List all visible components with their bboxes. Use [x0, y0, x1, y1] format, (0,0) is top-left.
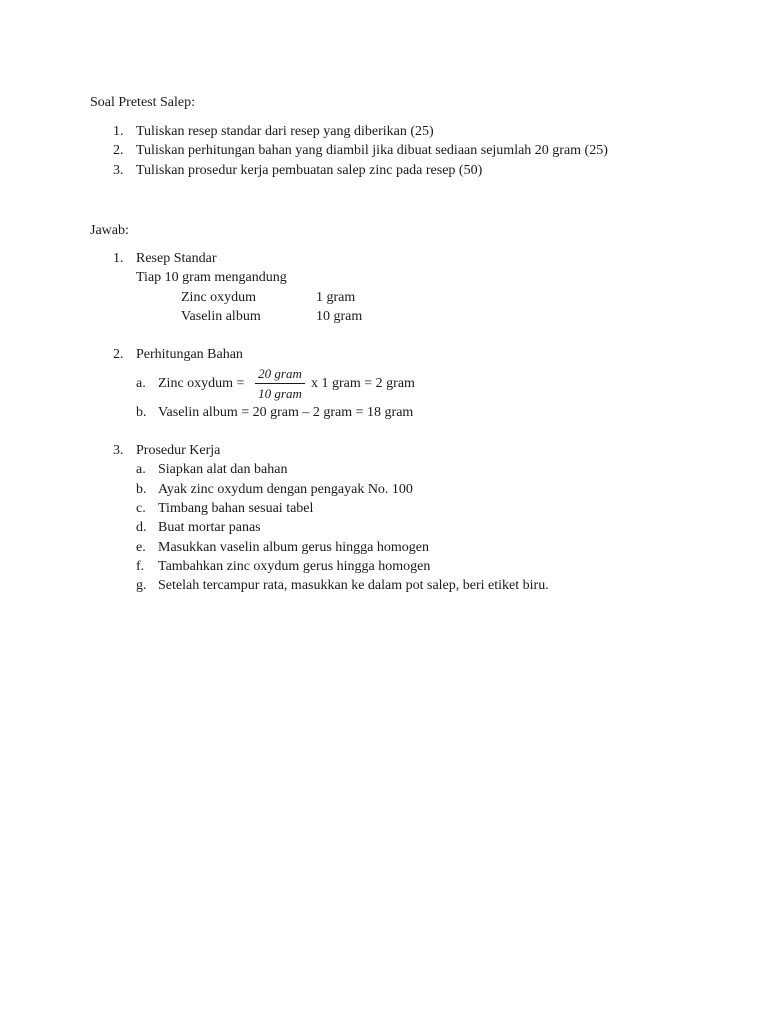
step-letter: c. [136, 501, 146, 516]
question-2-number: 2. [113, 143, 124, 158]
section3-title: Prosedur Kerja [136, 443, 221, 458]
section3-number: 3. [113, 443, 124, 458]
calc-b-text: Vaselin album = 20 gram – 2 gram = 18 gram [158, 405, 414, 420]
recipe-ingredient-amount: 1 gram [316, 290, 356, 305]
calc-a-lhs: Zinc oxydum = [158, 376, 245, 391]
calc-a-fraction [255, 365, 305, 402]
step-letter: b. [136, 482, 147, 497]
section2-number: 2. [113, 347, 124, 362]
section1-subtitle: Tiap 10 gram mengandung [136, 270, 287, 285]
step-text: Tambahkan zinc oxydum gerus hingga homogen [158, 559, 431, 574]
question-3-text: Tuliskan prosedur kerja pembuatan salep zinc pada resep (50) [136, 163, 483, 178]
fraction-bar [255, 383, 305, 384]
step-letter: d. [136, 520, 147, 535]
question-3-number: 3. [113, 163, 124, 178]
recipe-ingredient-name: Vaselin album [181, 309, 261, 324]
step-letter: e. [136, 540, 146, 555]
fraction-denominator: 10 gram [258, 386, 302, 401]
question-2-text: Tuliskan perhitungan bahan yang diambil jika dibuat sediaan sejumlah 20 gram (25) [136, 143, 608, 158]
section1-number: 1. [113, 251, 124, 266]
step-text: Buat mortar panas [158, 520, 261, 535]
fraction-numerator: 20 gram [258, 366, 302, 381]
step-text: Timbang bahan sesuai tabel [158, 501, 314, 516]
recipe-ingredient-name: Zinc oxydum [181, 290, 257, 305]
step-text: Ayak zinc oxydum dengan pengayak No. 100 [158, 482, 413, 497]
recipe-ingredient-amount: 10 gram [316, 309, 363, 324]
section2-title: Perhitungan Bahan [136, 347, 243, 362]
step-letter: f. [136, 559, 145, 574]
question-1-number: 1. [113, 124, 124, 139]
step-letter: a. [136, 462, 146, 477]
document-title: Soal Pretest Salep: [90, 95, 195, 110]
step-letter: g. [136, 578, 147, 593]
calc-a-rhs: x 1 gram = 2 gram [311, 376, 415, 391]
question-1-text: Tuliskan resep standar dari resep yang diberikan (25) [136, 124, 434, 139]
step-text: Siapkan alat dan bahan [158, 462, 288, 477]
answer-heading: Jawab: [90, 223, 129, 238]
step-text: Masukkan vaselin album gerus hingga homogen [158, 540, 430, 555]
section1-title: Resep Standar [136, 251, 217, 266]
step-text: Setelah tercampur rata, masukkan ke dalam pot salep, beri etiket biru. [158, 578, 549, 593]
calc-a-letter: a. [136, 376, 146, 391]
calc-b-letter: b. [136, 405, 147, 420]
